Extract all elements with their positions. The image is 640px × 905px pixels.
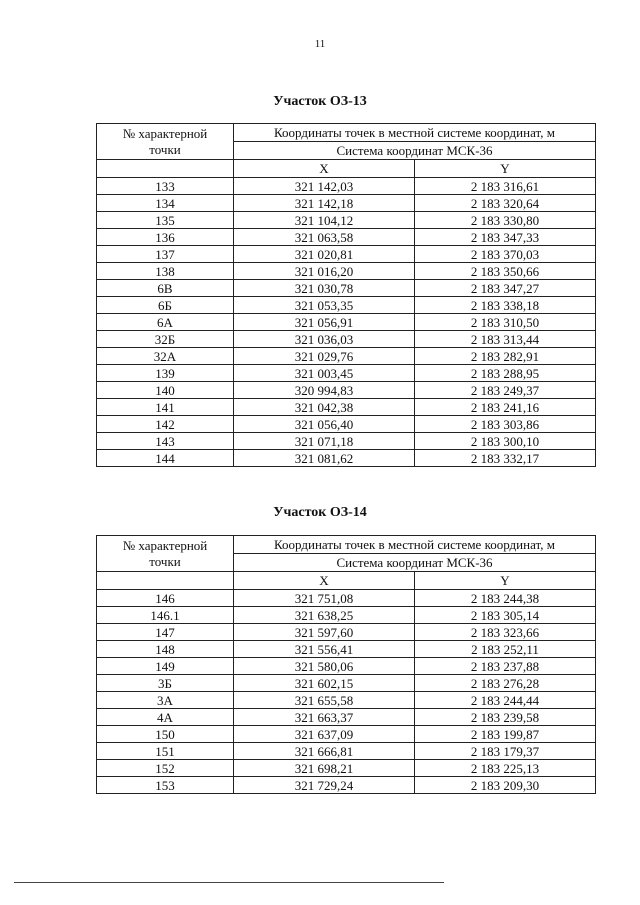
x-coordinate-cell: 321 029,76 bbox=[234, 348, 415, 365]
point-number-cell: 144 bbox=[97, 450, 234, 467]
table-row bbox=[97, 433, 596, 450]
x-coordinate-cell: 321 663,37 bbox=[234, 709, 415, 726]
y-coordinate-cell: 2 183 332,17 bbox=[415, 450, 596, 467]
x-coordinate-cell: 321 056,40 bbox=[234, 416, 415, 433]
x-coordinate-cell: 321 081,62 bbox=[234, 450, 415, 467]
x-coordinate-cell: 321 042,38 bbox=[234, 399, 415, 416]
point-number-cell: 32А bbox=[97, 348, 234, 365]
y-coordinate-cell: 2 183 244,38 bbox=[415, 590, 596, 607]
x-coordinate-cell: 321 142,03 bbox=[234, 178, 415, 195]
y-coordinate-cell: 2 183 347,27 bbox=[415, 280, 596, 297]
header-point-number: № характерной точки bbox=[97, 536, 234, 572]
point-number-cell: 149 bbox=[97, 658, 234, 675]
y-coordinate-cell: 2 183 300,10 bbox=[415, 433, 596, 450]
point-number-cell: 6В bbox=[97, 280, 234, 297]
table-row bbox=[97, 607, 596, 624]
y-coordinate-cell: 2 183 347,33 bbox=[415, 229, 596, 246]
y-coordinate-cell: 2 183 237,88 bbox=[415, 658, 596, 675]
point-number-cell: 153 bbox=[97, 777, 234, 794]
y-coordinate-cell: 2 183 209,30 bbox=[415, 777, 596, 794]
point-number-cell: 139 bbox=[97, 365, 234, 382]
table-row bbox=[97, 297, 596, 314]
y-coordinate-cell: 2 183 330,80 bbox=[415, 212, 596, 229]
y-coordinate-cell: 2 183 276,28 bbox=[415, 675, 596, 692]
y-coordinate-cell: 2 183 225,13 bbox=[415, 760, 596, 777]
x-coordinate-cell: 320 994,83 bbox=[234, 382, 415, 399]
table-row bbox=[97, 365, 596, 382]
table-row bbox=[97, 246, 596, 263]
table-row bbox=[97, 263, 596, 280]
point-number-cell: 141 bbox=[97, 399, 234, 416]
y-coordinate-cell: 2 183 199,87 bbox=[415, 726, 596, 743]
table-row bbox=[97, 280, 596, 297]
x-coordinate-cell: 321 003,45 bbox=[234, 365, 415, 382]
y-coordinate-cell: 2 183 320,64 bbox=[415, 195, 596, 212]
table-row bbox=[97, 709, 596, 726]
y-coordinate-cell: 2 183 252,11 bbox=[415, 641, 596, 658]
y-coordinate-cell: 2 183 239,58 bbox=[415, 709, 596, 726]
x-coordinate-cell: 321 104,12 bbox=[234, 212, 415, 229]
y-coordinate-cell: 2 183 249,37 bbox=[415, 382, 596, 399]
y-coordinate-cell: 2 183 288,95 bbox=[415, 365, 596, 382]
table-row bbox=[97, 212, 596, 229]
y-coordinate-cell: 2 183 241,16 bbox=[415, 399, 596, 416]
table-row bbox=[97, 229, 596, 246]
footer-divider bbox=[14, 882, 444, 883]
table-row bbox=[97, 331, 596, 348]
table-row bbox=[97, 450, 596, 467]
table-row bbox=[97, 760, 596, 777]
y-coordinate-cell: 2 183 313,44 bbox=[415, 331, 596, 348]
table-row bbox=[97, 178, 596, 195]
point-number-cell: 3А bbox=[97, 692, 234, 709]
section-title-oz14: Участок ОЗ-14 bbox=[273, 505, 367, 520]
header-x: X bbox=[234, 160, 415, 178]
x-coordinate-cell: 321 638,25 bbox=[234, 607, 415, 624]
page-number: 11 bbox=[314, 38, 326, 50]
point-number-cell: 134 bbox=[97, 195, 234, 212]
header-y: Y bbox=[415, 572, 596, 590]
y-coordinate-cell: 2 183 282,91 bbox=[415, 348, 596, 365]
point-number-cell: 151 bbox=[97, 743, 234, 760]
x-coordinate-cell: 321 729,24 bbox=[234, 777, 415, 794]
y-coordinate-cell: 2 183 316,61 bbox=[415, 178, 596, 195]
point-number-cell: 143 bbox=[97, 433, 234, 450]
point-number-cell: 135 bbox=[97, 212, 234, 229]
point-number-cell: 6А bbox=[97, 314, 234, 331]
header-x: X bbox=[234, 572, 415, 590]
x-coordinate-cell: 321 071,18 bbox=[234, 433, 415, 450]
point-number-cell: 148 bbox=[97, 641, 234, 658]
header-y: Y bbox=[415, 160, 596, 178]
x-coordinate-cell: 321 597,60 bbox=[234, 624, 415, 641]
x-coordinate-cell: 321 637,09 bbox=[234, 726, 415, 743]
point-number-cell: 4А bbox=[97, 709, 234, 726]
x-coordinate-cell: 321 580,06 bbox=[234, 658, 415, 675]
table-row bbox=[97, 382, 596, 399]
y-coordinate-cell: 2 183 370,03 bbox=[415, 246, 596, 263]
x-coordinate-cell: 321 016,20 bbox=[234, 263, 415, 280]
header-empty bbox=[97, 160, 234, 178]
x-coordinate-cell: 321 030,78 bbox=[234, 280, 415, 297]
x-coordinate-cell: 321 142,18 bbox=[234, 195, 415, 212]
table-row bbox=[97, 675, 596, 692]
header-coordinate-system: Система координат МСК-36 bbox=[234, 142, 596, 160]
table-row bbox=[97, 399, 596, 416]
table-row bbox=[97, 590, 596, 607]
x-coordinate-cell: 321 655,58 bbox=[234, 692, 415, 709]
x-coordinate-cell: 321 698,21 bbox=[234, 760, 415, 777]
table-row bbox=[97, 726, 596, 743]
y-coordinate-cell: 2 183 244,44 bbox=[415, 692, 596, 709]
header-coordinates: Координаты точек в местной системе координат, м bbox=[234, 124, 596, 142]
table-row bbox=[97, 743, 596, 760]
y-coordinate-cell: 2 183 338,18 bbox=[415, 297, 596, 314]
point-number-cell: 136 bbox=[97, 229, 234, 246]
header-point-number: № характерной точки bbox=[97, 124, 234, 160]
x-coordinate-cell: 321 751,08 bbox=[234, 590, 415, 607]
table-row bbox=[97, 624, 596, 641]
table-row bbox=[97, 416, 596, 433]
y-coordinate-cell: 2 183 303,86 bbox=[415, 416, 596, 433]
header-coordinates: Координаты точек в местной системе координат, м bbox=[234, 536, 596, 554]
point-number-cell: 142 bbox=[97, 416, 234, 433]
y-coordinate-cell: 2 183 305,14 bbox=[415, 607, 596, 624]
x-coordinate-cell: 321 056,91 bbox=[234, 314, 415, 331]
x-coordinate-cell: 321 556,41 bbox=[234, 641, 415, 658]
point-number-cell: 150 bbox=[97, 726, 234, 743]
x-coordinate-cell: 321 053,35 bbox=[234, 297, 415, 314]
x-coordinate-cell: 321 036,03 bbox=[234, 331, 415, 348]
y-coordinate-cell: 2 183 310,50 bbox=[415, 314, 596, 331]
point-number-cell: 138 bbox=[97, 263, 234, 280]
coordinates-table-oz13 bbox=[96, 123, 596, 467]
y-coordinate-cell: 2 183 179,37 bbox=[415, 743, 596, 760]
point-number-cell: 152 bbox=[97, 760, 234, 777]
section-title-oz13: Участок ОЗ-13 bbox=[273, 94, 367, 109]
point-number-cell: 137 bbox=[97, 246, 234, 263]
header-coordinate-system: Система координат МСК-36 bbox=[234, 554, 596, 572]
table-row bbox=[97, 692, 596, 709]
x-coordinate-cell: 321 063,58 bbox=[234, 229, 415, 246]
point-number-cell: 133 bbox=[97, 178, 234, 195]
point-number-cell: 146.1 bbox=[97, 607, 234, 624]
table-row bbox=[97, 658, 596, 675]
point-number-cell: 140 bbox=[97, 382, 234, 399]
point-number-cell: 6Б bbox=[97, 297, 234, 314]
table-row bbox=[97, 777, 596, 794]
x-coordinate-cell: 321 666,81 bbox=[234, 743, 415, 760]
point-number-cell: 147 bbox=[97, 624, 234, 641]
y-coordinate-cell: 2 183 323,66 bbox=[415, 624, 596, 641]
point-number-cell: 32Б bbox=[97, 331, 234, 348]
y-coordinate-cell: 2 183 350,66 bbox=[415, 263, 596, 280]
table-row bbox=[97, 195, 596, 212]
header-empty bbox=[97, 572, 234, 590]
table-row bbox=[97, 314, 596, 331]
table-row bbox=[97, 641, 596, 658]
x-coordinate-cell: 321 020,81 bbox=[234, 246, 415, 263]
table-row bbox=[97, 348, 596, 365]
point-number-cell: 146 bbox=[97, 590, 234, 607]
x-coordinate-cell: 321 602,15 bbox=[234, 675, 415, 692]
point-number-cell: 3Б bbox=[97, 675, 234, 692]
coordinates-table-oz14 bbox=[96, 535, 596, 794]
